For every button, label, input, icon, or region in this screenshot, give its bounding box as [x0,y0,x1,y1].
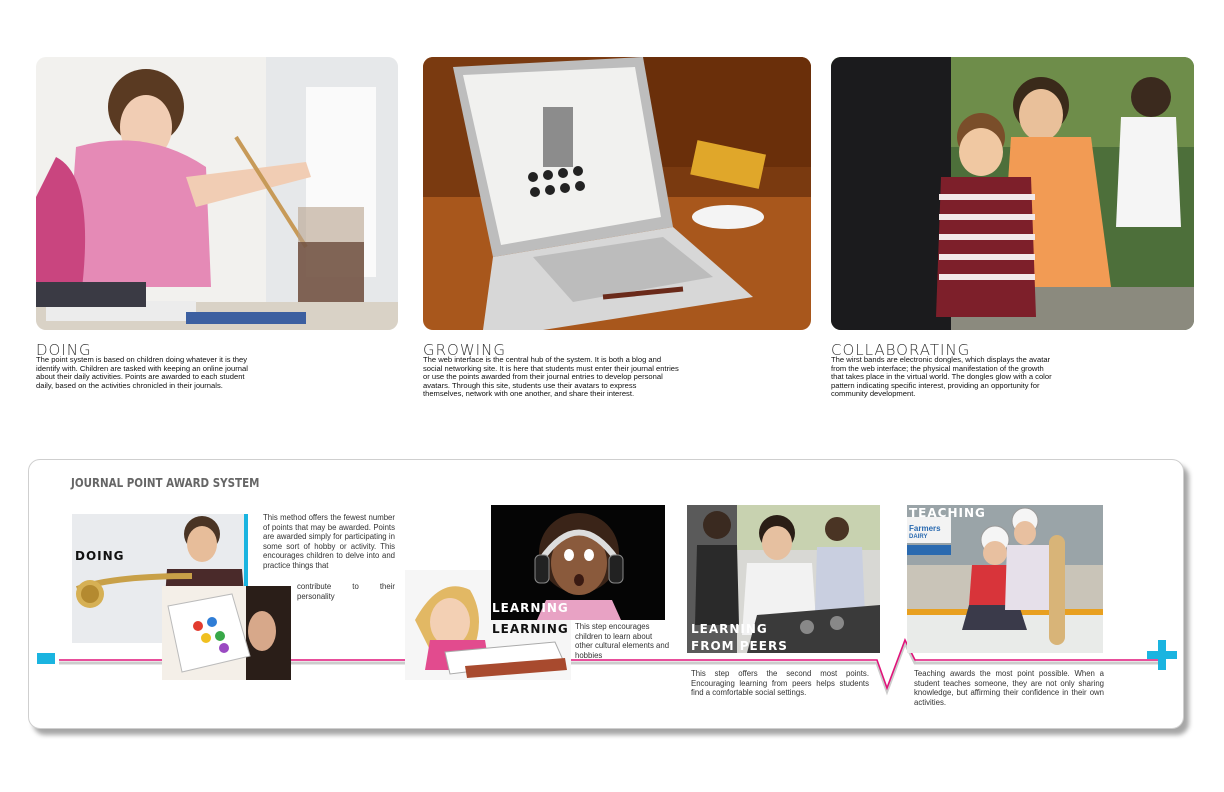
panel-title: JOURNAL POINT AWARD SYSTEM [71,476,260,490]
minus-marker [37,653,55,664]
collaborating-description: The wirst bands are electronic dongles, which displays the avatar from the web interface; the physical manifestation of the growth that takes place in the virtual world. The dongles glow with a color pattern indicating specific interest, providing an opportunity for community development. [831,355,1052,399]
doing-photo [36,57,398,330]
doing-description: The point system is based on children doing whatever it is they identify with. Children are tasked with keeping an online journal about their daily activities. Points are awarded to each student daily, based on the activities chronicled in their journals. [36,355,248,390]
doing-heading: DOING [36,341,92,359]
journal-point-award-panel [28,459,1184,729]
teaching-step-text: Teaching awards the most point possible. When a student teaches someone, they are not only sharing knowledge, but affirming their confidence in their own activities. [914,669,1104,707]
peers-step-label-line1: LEARNING [691,622,768,636]
teaching-step-label: TEACHING [909,506,986,520]
peers-step-text: This step offers the second most points. Encouraging learning from peers helps students find a comfortable social settings. [691,669,869,698]
collaborating-photo [831,57,1194,330]
doing-step-text-continued: contribute to their personality [297,582,395,601]
learning-step-text: This step encourages children to learn about other cultural elements and hobbies [575,622,670,660]
peers-step-label-line2: FROM PEERS [691,639,788,653]
doing-step-label: DOING [75,549,125,563]
collaborating-heading: COLLABORATING [831,341,971,359]
teaching-photo-sign-line2: DAIRY [909,534,928,540]
growing-photo [423,57,811,330]
learning-step-label-overlay: LEARNING [492,601,569,615]
learning-step-label: LEARNING [492,622,569,636]
doing-step-text: This method offers the fewest number of points that may be awarded. Points are awarded simply for participating in some sort of hobby or activity. This encourages children to delve into and practice things that [263,513,395,570]
doing-painting-photo [162,586,291,680]
growing-description: The web interface is the central hub of the system. It is both a blog and social networking site. It is here that students must enter their journal entries or use the points awarded from their journal entries to develop personal avatars. Through this site, students use their avatars to express themselves, network with one another, and share their interest. [423,355,679,399]
plus-marker [1147,640,1177,670]
teaching-photo-sign-line1: Farmers [909,524,941,533]
growing-heading: GROWING [423,341,506,359]
